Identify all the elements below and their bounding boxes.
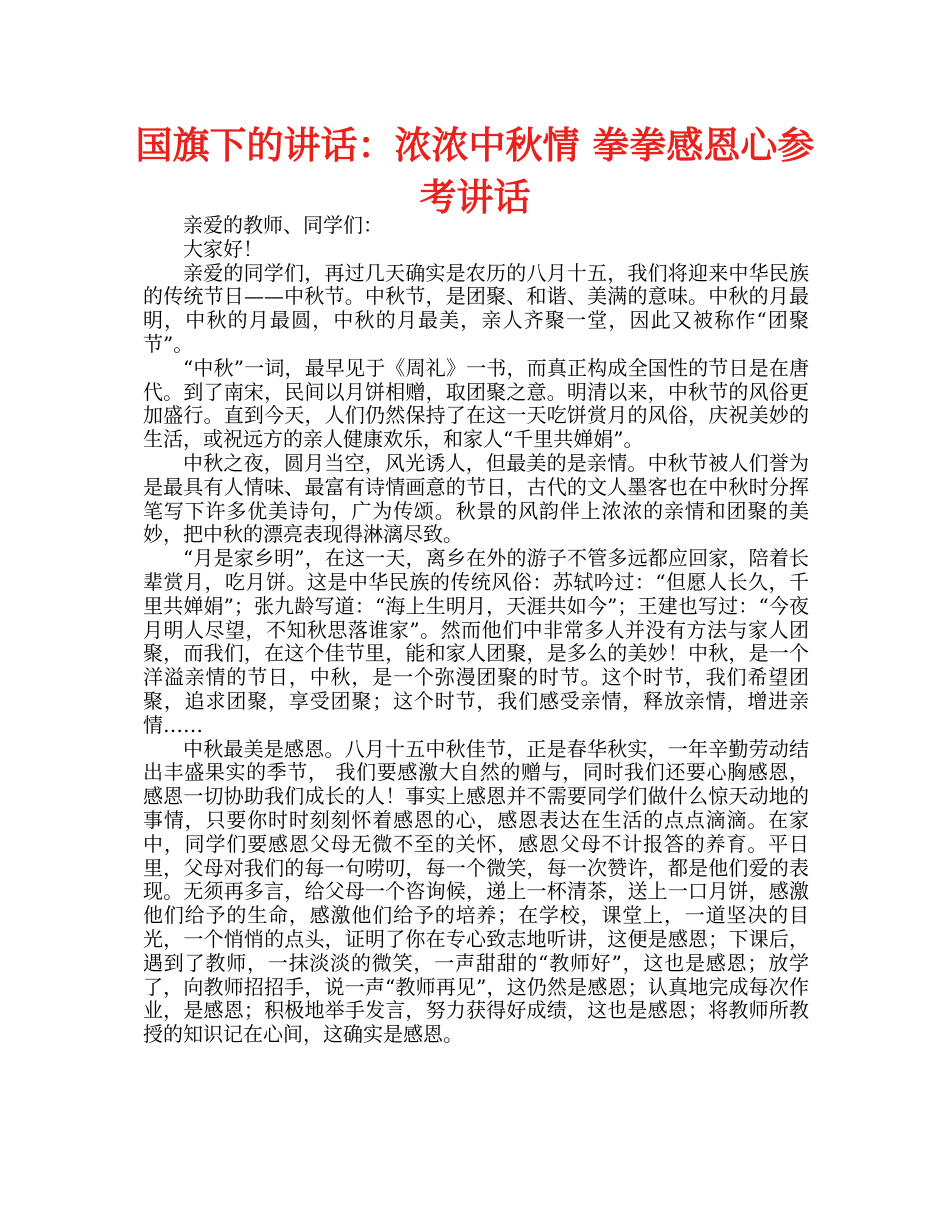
document-body [143,214,809,1047]
greeting: 大家好！ [183,236,263,261]
document-title: 国旗下的讲话：浓浓中秋情 拳拳感恩心参考讲话 [135,124,815,219]
body-paragraph: 中秋之夜，圆月当空，风光诱人，但最美的是亲情。中秋节被人们誉为是最具有人情味、最富有诗情画意的节日，古代的文人墨客也在中秋时分挥笔写下许多优美诗句，广为传颂。秋景的风韵伴上浓浓的亲情和团聚的美妙，把中秋的漂亮表现得淋漓尽致。 [143,450,809,547]
body-paragraph: “月是家乡明”，在这一天，离乡在外的游子不管多远都应回家，陪着长辈赏月，吃月饼。这是中华民族的传统风俗：苏轼吟过：“但愿人长久，千里共婵娟”；张九龄写道：“海上生明月，天涯共如今”；王建也写过：“今夜月明人尽望，不知秋思落谁家”。然而他们中非常多人并没有方法与家人团聚，而我们，在这个佳节里，能和家人团聚，是多么的美妙！中秋，是一个洋溢亲情的节日，中秋，是一个弥漫团聚的时节。这个时节，我们希望团聚，追求团聚，享受团聚；这个时节，我们感受亲情，释放亲情，增进亲情…… [143,546,809,737]
body-paragraph: 亲爱的同学们，再过几天确实是农历的八月十五，我们将迎来中华民族的传统节日——中秋节。中秋节，是团聚、和谐、美满的意味。中秋的月最明，中秋的月最圆，中秋的月最美，亲人齐聚一堂，因此又被称作“团聚节”。 [143,260,809,356]
body-paragraph: 中秋最美是感恩。八月十五中秋佳节，正是春华秋实，一年辛勤劳动结出丰盛果实的季节， 我们要感激大自然的赠与，同时我们还要心胸感恩，感恩一切协助我们成长的人！事实上感恩并不需要同学们做什么惊天动地的事情，只要你时时刻刻怀着感恩的心，感恩表达在生活的点点滴滴。在家中，同学们要感恩父母无微不至的关怀，感恩父母不计报答的养育。平日里，父母对我们的每一句唠叨，每一个微笑，每一次赞许，都是他们爱的表现。无须再多言，给父母一个咨询候，递上一杯清茶，送上一口月饼，感激他们给予的生命，感激他们给予的培养；在学校，课堂上，一道坚决的目光，一个悄悄的点头，证明了你在专心致志地听讲，这便是感恩；下课后，遇到了教师，一抹淡淡的微笑，一声甜甜的“教师好”，这也是感恩；放学了，向教师招招手，说一声“教师再见”，这仍然是感恩；认真地完成每次作业，是感恩；积极地举手发言，努力获得好成绩，这也是感恩；将教师所教授的知识记在心间，这确实是感恩。 [143,736,809,1047]
salutation: 亲爱的教师、同学们： [183,213,383,237]
body-paragraph: “中秋”一词，最早见于《周礼》一书，而真正构成全国性的节日是在唐代。到了南宋，民间以月饼相赠，取团聚之意。明清以来，中秋节的风俗更加盛行。直到今天，人们仍然保持了在这一天吃饼赏月的风俗，庆祝美妙的生活，或祝远方的亲人健康欢乐，和家人“千里共婵娟”。 [143,355,809,452]
